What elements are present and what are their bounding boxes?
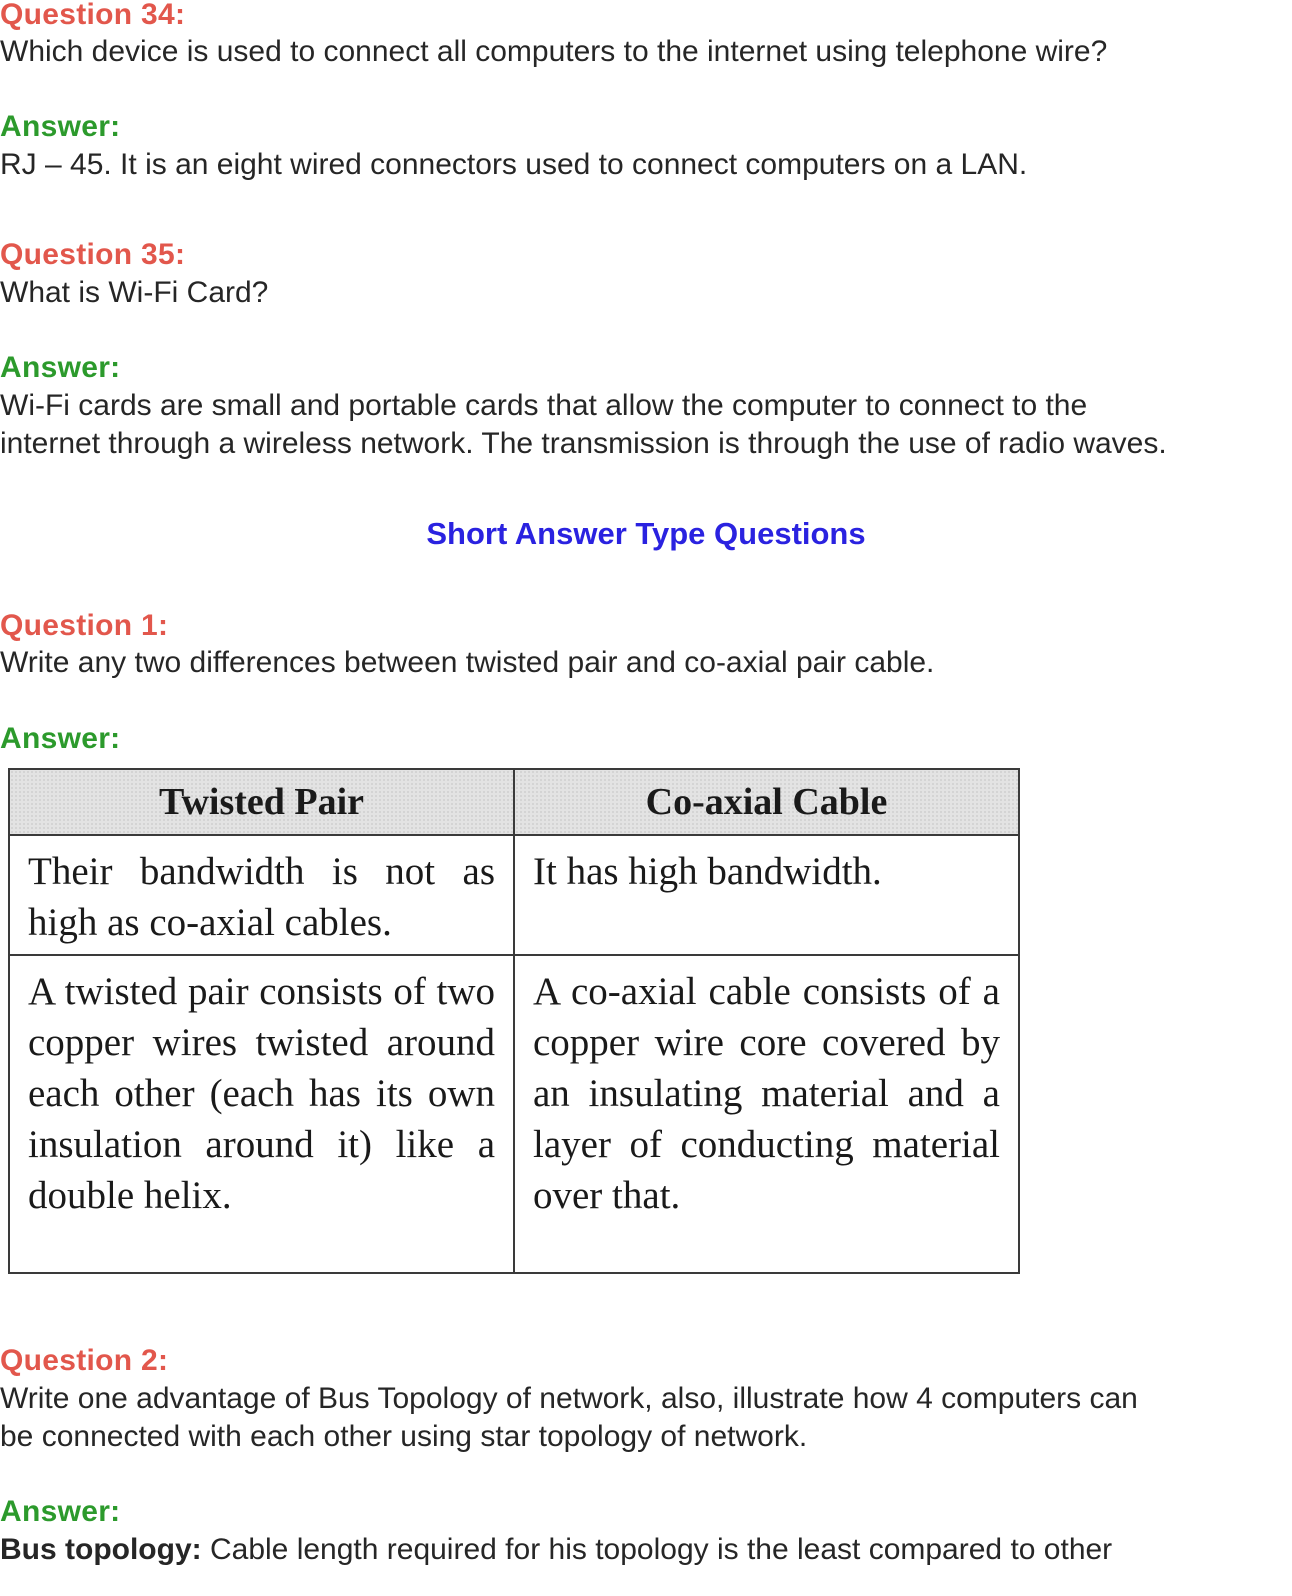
question-text: Write any two differences between twisted pair and co-axial pair cable.	[0, 646, 935, 679]
answer-label: Answer:	[0, 110, 121, 143]
question-label: Question 35:	[0, 238, 186, 271]
table-cell: Their bandwidth is not as high as co-axial cables.	[9, 835, 514, 955]
question-text-line: Write one advantage of Bus Topology of network, also, illustrate how 4 computers can	[0, 1382, 1138, 1415]
question-label: Question 34:	[0, 0, 186, 31]
table-row	[9, 955, 1019, 1273]
answer-term: Bus topology:	[0, 1533, 202, 1566]
table-cell: A co-axial cable consists of a copper wire core covered by an insulating material and a layer of conducting material over that.	[514, 955, 1019, 1273]
answer-definition: Cable length required for his topology is the least compared to other	[201, 1533, 1113, 1566]
table-header-cell: Co-axial Cable	[514, 769, 1019, 835]
table-cell: It has high bandwidth.	[514, 835, 1019, 955]
table-row	[9, 835, 1019, 955]
question-text: What is Wi-Fi Card?	[0, 276, 269, 309]
table-header-row	[9, 769, 1019, 835]
table-cell: A twisted pair consists of two copper wires twisted around each other (each has its own insulation around it) like a double helix.	[9, 955, 514, 1273]
table-header-cell: Twisted Pair	[9, 769, 514, 835]
comparison-table	[8, 768, 1020, 1274]
answer-text: RJ – 45. It is an eight wired connectors used to connect computers on a LAN.	[0, 148, 1028, 181]
question-text: Which device is used to connect all computers to the internet using telephone wire?	[0, 35, 1108, 68]
answer-text	[0, 1531, 1112, 1569]
question-label: Question 1:	[0, 609, 169, 642]
section-heading: Short Answer Type Questions	[426, 516, 866, 551]
answer-label: Answer:	[0, 351, 121, 384]
answer-text-line: internet through a wireless network. The transmission is through the use of radio waves.	[0, 427, 1167, 460]
answer-label: Answer:	[0, 722, 121, 755]
answer-label: Answer:	[0, 1495, 121, 1528]
answer-text-line: Wi-Fi cards are small and portable cards that allow the computer to connect to the	[0, 389, 1088, 422]
question-label: Question 2:	[0, 1344, 169, 1377]
question-text-line: be connected with each other using star topology of network.	[0, 1420, 808, 1453]
